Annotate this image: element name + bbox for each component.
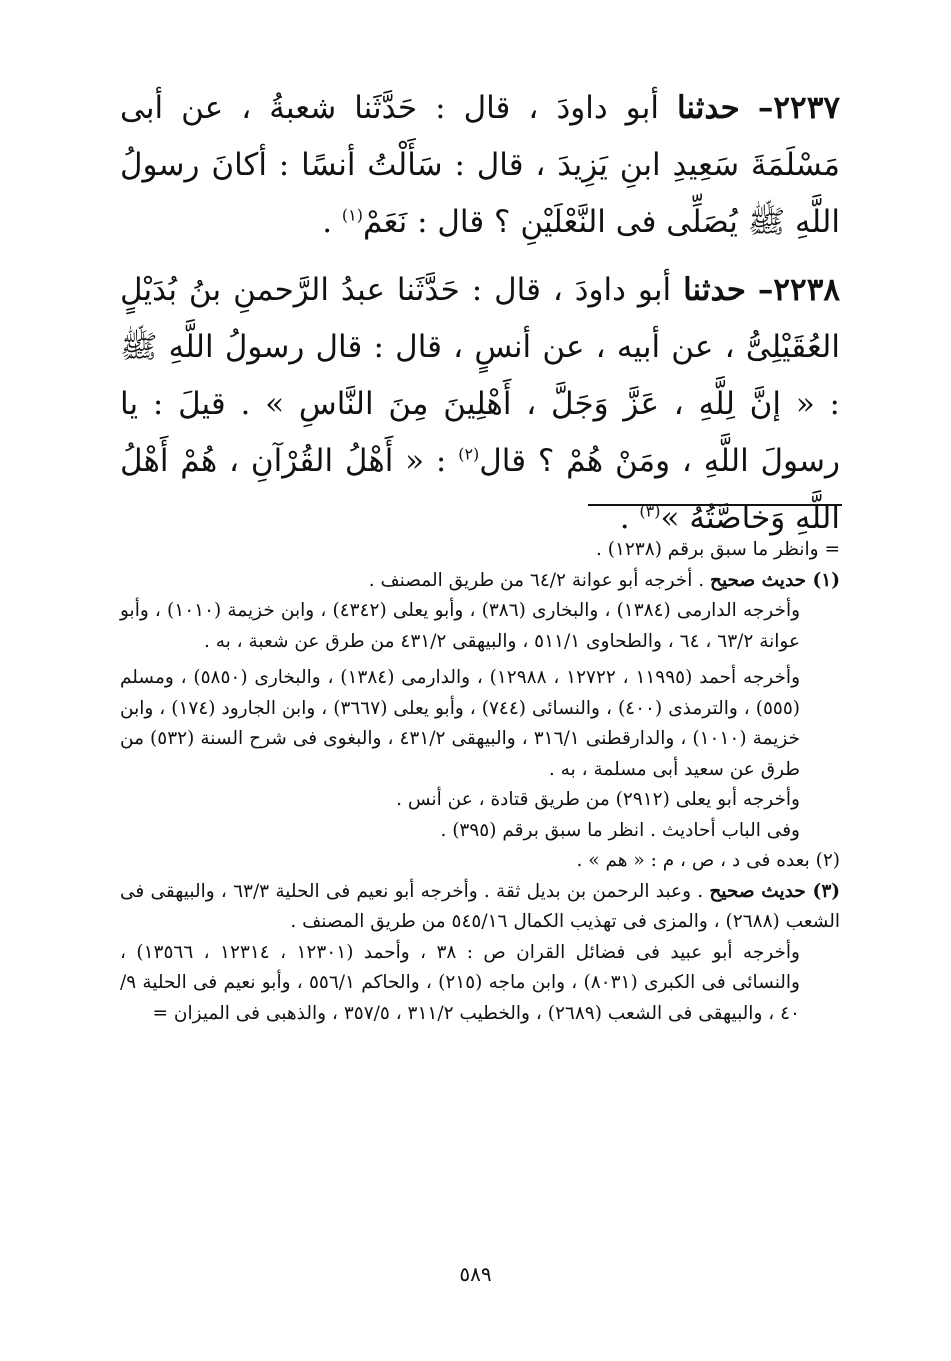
page-number: ٥٨٩ <box>459 1262 492 1286</box>
footnote-text: (٢) بعده فى د ، ص ، م : « هم » . <box>576 850 840 871</box>
hadith-dash: – <box>757 90 774 126</box>
footnote-text: وأخرجه أحمد (١١٩٩٥ ، ١٢٧٢٢ ، ١٢٩٨٨) ، والدارمى (١٣٨٤) ، والبخارى (٥٨٥٠) ، ومسلم (٥٥٥) ، والترمذى (٤٠٠) ، والنسائى (٧٤٤) ، وأبو يعلى (٣٦٦٧) ، وابن الجارود (١٧٤) ، وابن خزيمة (١٠١٠) ، والدارقطنى ٣١٦/١ ، والبيهقى ٤٣١/٢ ، والبغوى فى شرح السنة (٥٣٢) من طرق عن سعيد أبى مسلمة ، به . <box>120 667 801 780</box>
hadith-text-middle: : « أَهْلُ القُرْآنِ ، هُمْ أَهْلُ اللَّهِ وَخاصَّتُهُ » <box>120 443 840 536</box>
footnote-marker: (٣) <box>639 501 661 521</box>
footnote-paragraph <box>120 816 840 847</box>
footnote-text: وأخرجه أبو يعلى (٢٩١٢) من طريق قتادة ، عن أنس . <box>396 789 800 810</box>
footnote-marker: (٢) <box>458 444 480 464</box>
hadith-text: أبو داودَ ، قال : حَدَّثَنا عبدُ الرَّحمنِ بنُ بُدَيْلٍ العُقَيْلِىُّ ، عن أبيه ، عن أنسٍ ، قال : قال رسولُ اللَّهِ ﷺ : « إنَّ لِلَّهِ ، عَزَّ وَجَلَّ ، أَهْلِينَ مِنَ النَّاسِ » . قيلَ : يا رسولَ اللَّهِ ، ومَنْ هُمْ ؟ قال <box>120 272 840 479</box>
footnote-paragraph <box>120 535 840 566</box>
hadith-number: ٢٢٣٧ <box>773 90 841 126</box>
hadith-text-end: . <box>322 204 342 240</box>
hadith-text: أبو داودَ ، قال : حَدَّثَنا شعبةُ ، عن أبى مَسْلَمَةَ سَعِيدِ ابنِ يَزِيدَ ، قال : سَأَلْتُ أنسًا : أكانَ رسولُ اللَّهِ ﷺ يُصَلِّى فى النَّعْلَيْنِ ؟ قال : نَعَمْ <box>120 90 840 240</box>
footnote-marker: (١) <box>341 205 364 225</box>
footnote-text: وأخرجه أبو عبيد فى فضائل القران ص : ٣٨ ، وأحمد (١٢٣٠١ ، ١٢٣١٤ ، ١٣٥٦٦) ، والنسائى فى الكبرى (٨٠٣١) ، وابن ماجه (٢١٥) ، والحاكم ٥٥٦/١ ، وأبو نعيم فى الحلية ٩/ ٤٠ ، والبيهقى فى الشعب (٢٦٨٩) ، والخطيب ٣١١/٢ ، ٣٥٧/٥ ، والذهبى فى الميزان = <box>120 941 800 1024</box>
footnote-lead: (١) حديث صحيح <box>710 569 840 591</box>
footnote-paragraph <box>120 596 840 657</box>
footnotes <box>120 535 840 1029</box>
footnote-text: . وعبد الرحمن بن بديل ثقة . وأخرجه أبو نعيم فى الحلية ٦٣/٣ ، والبيهقى فى الشعب (٢٦٨٨) ، والمزى فى تهذيب الكمال ٥٤٥/١٦ من طريق المصنف . <box>120 880 840 932</box>
hadith-2237 <box>120 80 840 251</box>
hadith-number: ٢٢٣٨ <box>773 272 840 308</box>
footnote-paragraph <box>120 938 840 1030</box>
hadith-keyword: حدثنا <box>683 272 746 308</box>
footnote-text: وفى الباب أحاديث . انظر ما سبق برقم (٣٩٥) . <box>440 819 800 841</box>
footnote-lead: (٣) حديث صحيح <box>709 880 841 902</box>
footnote-separator <box>588 504 842 506</box>
footnote-paragraph <box>120 877 840 938</box>
hadith-dash: – <box>757 272 774 308</box>
hadith-keyword: حدثنا <box>676 90 740 126</box>
footnote-text: وأخرجه الدارمى (١٣٨٤) ، والبخارى (٣٨٦) ، وأبو يعلى (٤٣٤٢) ، وابن خزيمة (١٠١٠) ، وأبو عوانة ٦٣/٢ ، ٦٤ ، والطحاوى ٥١١/١ ، والبيهقى ٤٣١/٢ من طرق عن شعبة ، به . <box>120 600 801 652</box>
footnote-paragraph <box>120 663 840 785</box>
footnote-text: = وانظر ما سبق برقم (١٢٣٨) . <box>595 539 840 560</box>
footnote-paragraph <box>120 785 840 816</box>
footnote-paragraph <box>120 566 840 597</box>
footnote-paragraph <box>120 846 840 877</box>
footnote-text: . أخرجه أبو عوانة ٦٤/٢ من طريق المصنف . <box>368 569 711 591</box>
hadith-text-end: . <box>619 500 640 536</box>
